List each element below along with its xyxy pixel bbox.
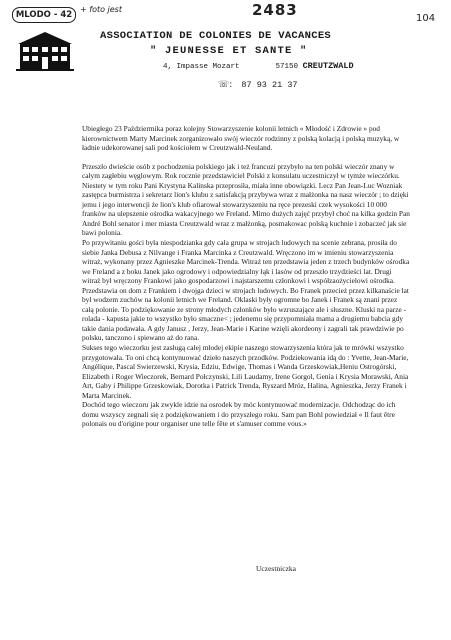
address-postcode: 57150 bbox=[275, 63, 299, 71]
phone-number: 87 93 21 37 bbox=[241, 80, 298, 90]
organization-subtitle: " JEUNESSE ET SANTE " bbox=[150, 45, 308, 57]
address-city: CREUTZWALD bbox=[302, 61, 354, 71]
handwritten-reference-number: 2483 bbox=[252, 1, 298, 19]
telephone-icon: ☏: bbox=[218, 80, 233, 90]
paragraph-guests: Przeszło dwieście osób z pochodzenia polskiego jak i też francuzi przybyło na ten polski wieczór znany w całym zagłebiu węglowym. Rok rocznie przedstawiciel Polski z konsulatu uczestniczył w tymże wieczórku. Niestety w tym roku Pani Krystyna Kalinska przeprosiła, miała inne obowiązki. Lecz Pan Jean-Luc Wozniak zastępca burmistrza i sekretarz lion's klubu z satisfakcją przybywa wraz z małżonka na nasz wieczór ; to dzięki jemu i jego interwencji że lion's klub ofiarował stowarzyszeniu na ręce prezeski czek wysokości 10 000 franków na ulepszenie ośrodka wakacyjnego we Freland. Mimo dużych zajęć przybył choć na kilka godzin Pan André Bohl senator i mer miasta Creutzwald wraz z małżonką, posmakowac polską kuchnie i zobaczeć jak sie bawi polonia. bbox=[82, 161, 410, 238]
house-logo-icon bbox=[14, 30, 76, 72]
archive-stamp: MLODO - 42 bbox=[12, 7, 76, 23]
address-street: 4, Impasse Mozart bbox=[163, 63, 240, 71]
paragraph-closing: Dochód tego wieczoru jak zwykle idzie na osrodek by móc kontynuować modernizacje. Odchodząc do ich domu wszyscy zegnali się z podziękowaniem i do przyszłego roku. Sam pan Bohl powiedział « Il faut être polonais ou d'origine pour organiser une telle fête et s'amuser comme vous.» bbox=[82, 400, 396, 429]
paragraph-surprise: Po przywitaniu gości była niespodzianka gdy cała grupa w strojach ludowych na scenie zebrana, prosiła do siebie Janka Debusa z Nilvange i Franka Marcinka z Creutzwald. Wręczono im w imieniu stowarzyszenia witraż, wykonany przez Agnieszke Marcinek-Trenda. Witraż ten przedstawia jeden z trzech budynków ośrodka we Freland a z boku Janek jako ogrodowy i odpowiedzialny łąk i lasów od przeszło trzydzieści lat. Drugi witraż był wręczony Frankowi jako gospodarzowi i najstarszemu członkowi i współzaożycielowi ośrodka. Przedstawia on dom z Frankiem i dwojga dzieci w strojach ludowych. Bo Franek przecież przez kilkanaście lat był wodzem zuchów na kolonii letnich we Freland. Oklaski były ogromne bo Janek i Franek są znani przez całą polonie. To podziękowanie ze strony młodych członków było wzruszające ale i słuszne. Kluski na parze - rolada - kapusta jakie to wszystko było smaczne< ; jedenemu się przypomniała mama a drugiemu babcia gdy takie dania podawała. A gdy Janusz , Jerzy, Jean-Marie i Karine wzięli akordeony i zagrali tak prawdziwie po polsku, tanczono i spiewano aż do rana. bbox=[82, 238, 410, 343]
organization-name: ASSOCIATION DE COLONIES DE VACANCES bbox=[100, 30, 332, 42]
paragraph-thanks: Sukses tego wieczorku jest zasługą całej młodej ekipie naszego stowarzyszenia która jak te mrówki wszystko przygotowała. To oni chcą kontynuować dzieło naszych przodków. Podziekowania idą do : Yvette, Jean-Marie, Angélique, Pascal Swierzewski, Krysia, Edziu, Edwige, Thomas i Wanda Grzeskowiak,Heniu Ostrogórski, Elizabeth i Roger Wieczorek, Bernard Połczynski, Lili Laudamy, Irene Gorgol, Genia i Krysia Morawski, Ania Art, Gaby i Philippe Grzeskowiak, Dorotka i Patrick Trenda, Ryszard Mróz, Halina, Agnieszka, Jerzy Franek i Marta Marcinek. bbox=[82, 343, 409, 400]
organization-address bbox=[163, 61, 451, 71]
paragraph-opening: Ubiegłego 23 Paździermika poraz kolejny Stowarzyszenie kolonii letnich « Młodość i Zdrowie » pod kierownictwem Marty Marcinek zorganizowało swój wieczór rodzinny z polską kolacją i polską muzyką, w ładnie udekorowanej sali pod kościołem w Creutzwald-Neuland. bbox=[82, 124, 400, 153]
signature: Uczestniczka bbox=[256, 564, 296, 573]
handwritten-page-number: 104 bbox=[416, 13, 436, 24]
organization-phone bbox=[218, 80, 298, 90]
letter-body bbox=[82, 124, 410, 429]
handwritten-photo-note: + foto jest bbox=[80, 5, 122, 14]
